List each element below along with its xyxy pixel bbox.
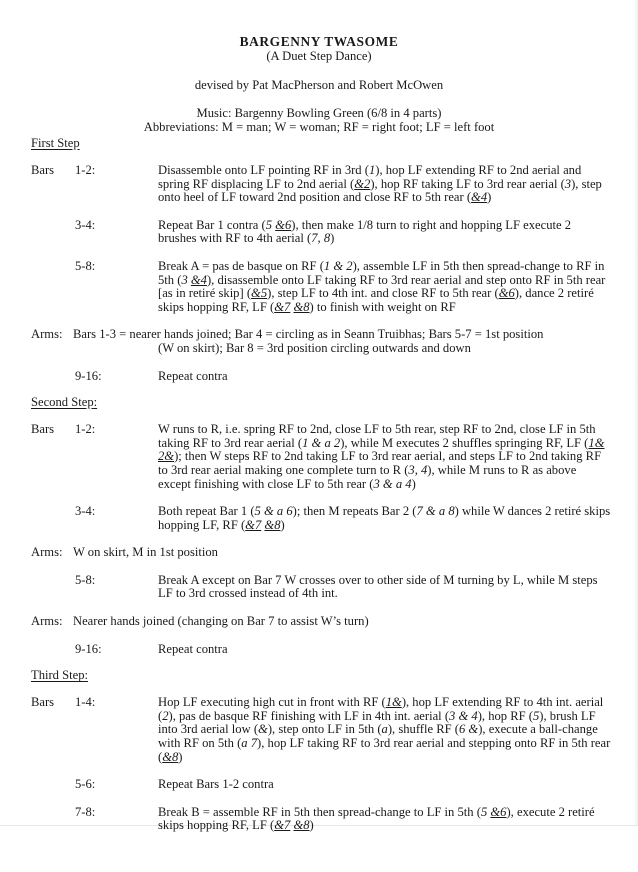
text-run: ), dance 2 retiré skips hopping RF, LF (: [158, 286, 594, 314]
arms-description: Nearer hands joined (changing on Bar 7 to assist W’s turn): [73, 614, 369, 629]
text-run: ), while M executes 2 shuffles springing RF, LF (: [340, 435, 589, 450]
step-description: Repeat contra: [158, 368, 228, 383]
document-title: BARGENNY TWASOME: [239, 34, 399, 49]
count-notation-underlined: &6: [275, 217, 292, 232]
count-notation-underlined: &8: [162, 749, 179, 764]
bar-range: 1-2:: [75, 422, 96, 437]
count-notation: 2: [162, 708, 169, 723]
third-step-heading: [31, 669, 611, 683]
text-run: ): [487, 190, 492, 205]
third-step-bars-7-8: [31, 806, 611, 833]
count-notation-underlined: 1&: [588, 435, 605, 450]
arms-label: Arms:: [31, 614, 63, 629]
text-run: ), hop LF extending RF to 4th int. aerial (: [158, 695, 604, 723]
text-run: ); then W steps RF to 2nd taking LF to 3rd rear aerial, and steps LF to 2nd taking RF to 3rd rear aerial making one complete turn to R (: [158, 449, 602, 477]
bar-range: 9-16:: [75, 641, 102, 656]
second-step-bars-5-8: [31, 574, 611, 601]
count-notation: 7, 8: [311, 231, 331, 246]
count-notation-underlined: &8: [293, 818, 310, 833]
bar-range: 1-4:: [75, 695, 96, 710]
count-notation: 1 & 2: [323, 258, 353, 273]
count-notation: 7 & a 8: [416, 504, 455, 519]
count-notation: 3: [181, 272, 191, 287]
text-run: ), step onto heel of LF toward 2nd position and close RF to 5th rear (: [158, 176, 602, 205]
step-description: [158, 696, 611, 764]
bar-range: 9-16:: [75, 368, 102, 383]
count-notation-underlined: &6: [490, 804, 507, 819]
count-notation: a 7: [241, 736, 258, 751]
bar-range: 7-8:: [75, 804, 96, 819]
second-step-bars-1-2: [31, 423, 611, 491]
bars-label: Bars: [31, 695, 55, 710]
step-description: [158, 219, 611, 246]
first-step-bars-1-2: [31, 164, 611, 205]
count-notation: 1 & a 2: [302, 435, 341, 450]
count-notation: &: [258, 722, 268, 737]
count-notation: 6 &: [458, 722, 479, 737]
text-run: ), hop LF extending RF to 2nd aerial and spring RF displacing LF to 2nd aerial (: [158, 163, 582, 191]
text-run: Break A = pas de basque on RF (: [158, 258, 324, 273]
first-step-arms: [31, 328, 611, 355]
step-description: [158, 505, 611, 532]
text-run: ), brush LF into 3rd aerial low (: [158, 708, 596, 737]
count-notation-underlined: &6: [498, 286, 515, 301]
count-notation-underlined: &7: [274, 299, 291, 314]
count-notation: a: [381, 722, 388, 737]
text-run: ), then make 1/8 turn to right and hopping LF execute 2 brushes with RF to 4th aerial (: [158, 217, 572, 246]
second-step-heading-text: Second Step: [31, 395, 94, 410]
bar-range: 5-8:: [75, 258, 96, 273]
text-run: ): [178, 749, 183, 764]
count-notation: 5: [265, 217, 276, 232]
text-run: ): [330, 231, 335, 246]
arms-description-line2: (W on skirt); Bar 8 = 3rd position circling outwards and down: [158, 340, 471, 355]
first-step-heading-text: First Step: [31, 136, 80, 150]
second-step-heading: [31, 396, 611, 410]
text-run: Disassemble onto LF pointing RF in 3rd (: [158, 163, 369, 177]
bar-range: 3-4:: [75, 504, 96, 519]
dance-instructions: [31, 137, 611, 833]
step-description: [158, 164, 611, 205]
second-step-arms-2: [31, 615, 611, 629]
music-line: Music: Bargenny Bowling Green (6/8 in 4 parts): [196, 106, 442, 120]
bar-range: 3-4:: [75, 217, 96, 232]
text-run: Hop LF executing high cut in front with RF (: [158, 695, 386, 710]
bar-range: 1-2:: [75, 163, 96, 177]
first-step-heading: [31, 137, 611, 151]
text-run: ): [411, 476, 416, 491]
text-run: ), step onto LF in 5th (: [267, 722, 382, 737]
arms-description-line1: Bars 1-3 = nearer hands joined; Bar 4 = circling as in Seann Truibhas; Bars 5-7 = 1st position: [73, 327, 544, 342]
count-notation: 1: [368, 163, 376, 177]
document-subtitle: (A Duet Step Dance): [266, 49, 372, 63]
text-run: ): [309, 818, 314, 833]
bar-range: 5-6:: [75, 777, 96, 792]
count-notation: 5: [533, 708, 540, 723]
count-notation: 3: [564, 176, 572, 191]
text-run: ), pas de basque RF finishing with LF in 4th int. aerial (: [168, 708, 450, 723]
bar-range: 5-8:: [75, 572, 96, 587]
count-notation-underlined: &8: [264, 517, 281, 532]
text-run: Both repeat Bar 1 (: [158, 504, 255, 519]
step-description: Repeat contra: [158, 641, 228, 656]
count-notation: 5 & a 6: [254, 504, 293, 519]
count-notation-underlined: &2: [354, 176, 371, 191]
heading-colon: :: [84, 668, 89, 683]
arms-label: Arms:: [31, 327, 63, 342]
text-run: ); then M repeats Bar 2 (: [292, 504, 417, 519]
text-run: ), step LF to 4th int. and close RF to 5th rear (: [267, 286, 499, 301]
step-description: [158, 806, 611, 833]
text-run: ), execute a ball-change with RF on 5th (: [158, 722, 598, 751]
first-step-bars-5-8: [31, 260, 611, 314]
bars-label: Bars: [31, 163, 55, 177]
second-step-bars-3-4: [31, 505, 611, 532]
third-step-bars-1-4: [31, 696, 611, 764]
third-step-bars-5-6: [31, 778, 611, 792]
count-notation-underlined: &7: [245, 517, 262, 532]
document-header: [0, 35, 638, 134]
step-description: [158, 260, 611, 314]
second-step-arms-1: [31, 546, 611, 560]
count-notation: 5: [480, 804, 491, 819]
step-description: Break A except on Bar 7 W crosses over to other side of M turning by L, while M steps LF to 3rd crossed instead of 4th int.: [158, 572, 598, 601]
count-notation-underlined: &8: [293, 299, 310, 314]
devised-by: devised by Pat MacPherson and Robert McOwen: [194, 78, 444, 92]
count-notation: 3 & a 4: [373, 476, 412, 491]
count-notation-underlined: &4: [190, 272, 207, 287]
count-notation-underlined: 1&: [385, 695, 402, 710]
text-run: ), disassemble onto LF taking RF to 3rd rear aerial and step onto RF in 5th rear [as in retiré skip] (: [158, 272, 606, 301]
count-notation-underlined: &4: [471, 190, 488, 205]
step-description: Repeat Bars 1-2 contra: [158, 777, 274, 792]
text-run: ): [280, 517, 285, 532]
third-step-heading-text: Third Step: [31, 668, 85, 683]
abbreviations-line: Abbreviations: M = man; W = woman; RF = right foot; LF = left foot: [143, 119, 495, 134]
text-run: ), hop LF taking RF to 3rd rear aerial and stepping onto RF in 5th rear (: [158, 736, 611, 764]
text-run: ), execute 2 retiré skips hopping RF, LF (: [158, 804, 595, 833]
text-run: ), shuffle RF (: [387, 722, 459, 737]
text-run: ), hop RF (: [477, 708, 533, 723]
text-run: Repeat Bar 1 contra (: [158, 217, 266, 232]
count-notation-underlined: &7: [274, 818, 291, 833]
count-notation-underlined: 2&: [158, 449, 175, 464]
count-notation: 3, 4: [408, 462, 428, 477]
text-run: ) while W dances 2 retiré skips hopping LF, RF (: [158, 504, 611, 532]
first-step-bars-9-16: [31, 370, 611, 384]
text-run: Break B = assemble RF in 5th then spread-change to LF in 5th (: [158, 804, 481, 819]
second-step-bars-9-16: [31, 643, 611, 657]
count-notation-underlined: &5: [251, 286, 268, 301]
text-run: ) to finish with weight on RF: [309, 299, 456, 314]
arms-label: Arms:: [31, 545, 63, 560]
text-run: ), while M runs to R as above except finishing with close LF to 5th rear (: [158, 462, 577, 491]
step-description: [158, 423, 611, 491]
first-step-bars-3-4: [31, 219, 611, 246]
text-run: W runs to R, i.e. spring RF to 2nd, close LF to 5th rear, step RF to 2nd, close LF in 5th taking RF to 3rd rear aerial (: [158, 422, 596, 450]
heading-colon: :: [93, 395, 98, 410]
bars-label: Bars: [31, 422, 55, 437]
arms-description: W on skirt, M in 1st position: [73, 545, 218, 560]
text-run: ), assemble LF in 5th then spread-change to RF in 5th (: [158, 258, 605, 287]
text-run: ), hop RF taking LF to 3rd rear aerial (: [370, 176, 565, 191]
count-notation: 3 & 4: [449, 708, 478, 723]
